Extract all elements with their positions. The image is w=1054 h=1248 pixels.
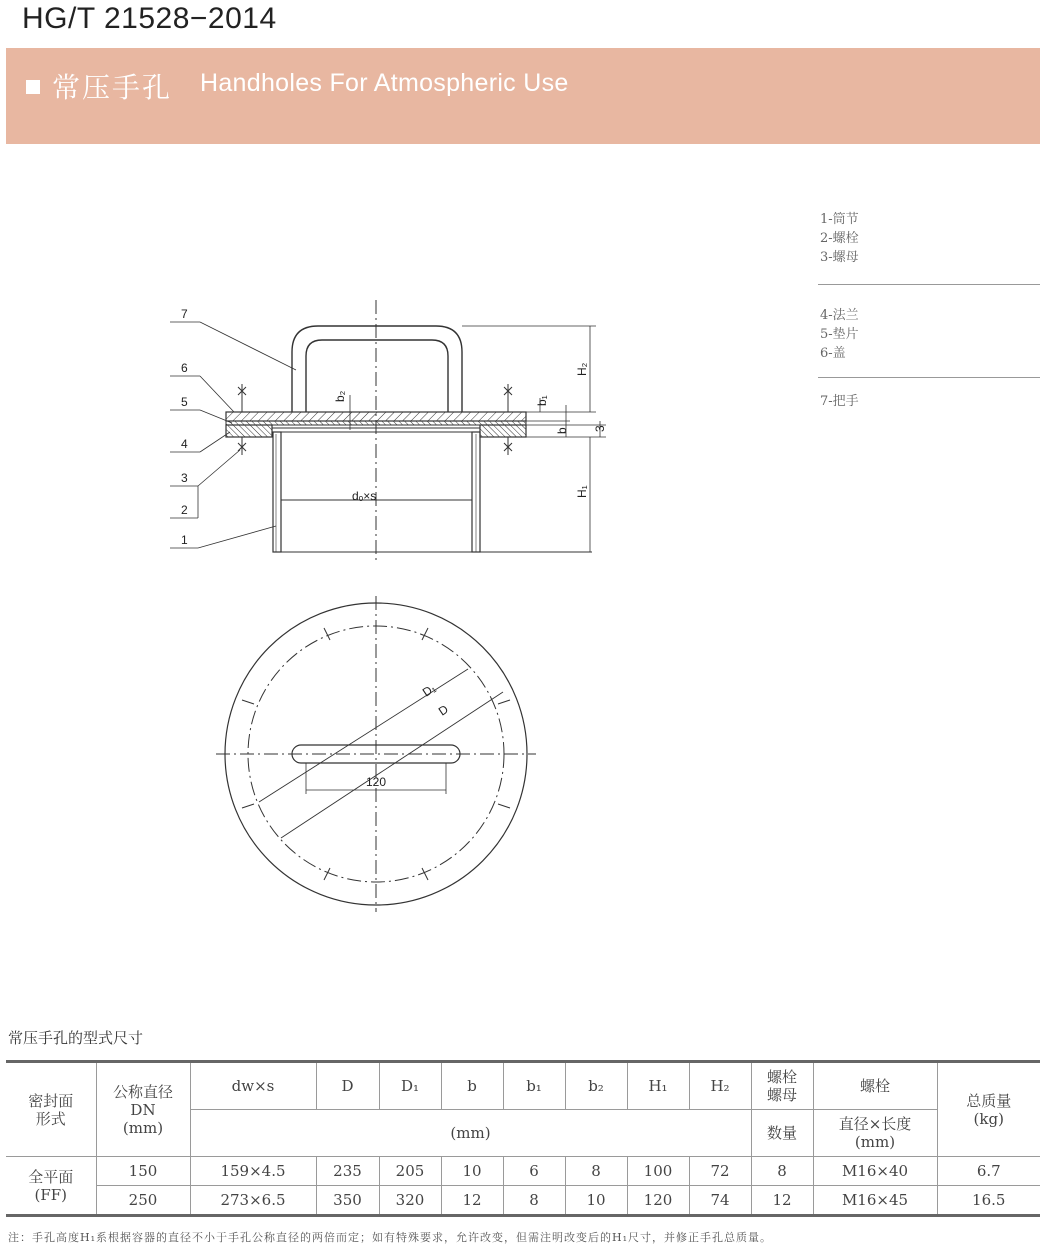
table-cell: 120 xyxy=(627,1186,689,1216)
title-chinese: 常压手孔 xyxy=(52,71,173,104)
plan-view xyxy=(216,596,536,912)
header-dw-s: dw×s xyxy=(190,1062,316,1110)
part-label-3: 3 xyxy=(181,471,188,485)
part-label-6: 6 xyxy=(181,361,188,375)
header-D1: D₁ xyxy=(379,1062,441,1110)
legend-item: 7-把手 xyxy=(820,394,859,409)
part-number-labels xyxy=(181,307,188,547)
table-cell: M16×45 xyxy=(813,1186,937,1216)
table-cell: 250 xyxy=(96,1186,190,1216)
header-dn: 公称直径 DN (mm) xyxy=(96,1062,190,1157)
table-cell: 159×4.5 xyxy=(190,1157,316,1186)
header-H1: H₁ xyxy=(627,1062,689,1110)
part-label-4: 4 xyxy=(181,437,188,451)
cell-seal-face: 全平面 (FF) xyxy=(6,1157,96,1216)
part-label-2: 2 xyxy=(181,503,188,517)
header-bolt: 螺栓 xyxy=(813,1062,937,1110)
header-b1: b₁ xyxy=(503,1062,565,1110)
header-b: b xyxy=(441,1062,503,1110)
footnote: 注：手孔高度H₁系根据容器的直径不小于手孔公称直径的两倍而定；如有特殊要求，允许改变，但需注明改变后的H₁尺寸，并修正手孔总质量。 xyxy=(8,1231,773,1244)
table-cell: 10 xyxy=(441,1157,503,1186)
table-cell: M16×40 xyxy=(813,1157,937,1186)
table-cell: 8 xyxy=(751,1157,813,1186)
title-english: Handholes For Atmospheric Use xyxy=(200,69,569,97)
b2-label: b₂ xyxy=(333,390,347,402)
table-cell: 12 xyxy=(441,1186,503,1216)
legend-item: 6-盖 xyxy=(820,346,846,361)
d-label: D xyxy=(435,702,451,719)
standard-code: HG/T 21528−2014 xyxy=(22,2,277,35)
table-cell: 100 xyxy=(627,1157,689,1186)
table-cell: 6.7 xyxy=(937,1157,1040,1186)
header-b2: b₂ xyxy=(565,1062,627,1110)
b-label: b xyxy=(555,427,569,434)
dim-3-label: 3 xyxy=(593,425,607,432)
dw-s-label: dₒ×s xyxy=(352,489,377,503)
dimension-labels xyxy=(333,362,607,503)
header-seal-face: 密封面 形式 xyxy=(6,1062,96,1157)
part-label-1: 1 xyxy=(181,533,188,547)
d1-label: D₁ xyxy=(419,680,439,700)
table-cell: 235 xyxy=(316,1157,379,1186)
header-mass: 总质量 (kg) xyxy=(937,1062,1040,1157)
table-cell: 320 xyxy=(379,1186,441,1216)
table-cell: 72 xyxy=(689,1157,751,1186)
part-label-7: 7 xyxy=(181,307,188,321)
table-row xyxy=(6,1186,1040,1216)
table-cell: 150 xyxy=(96,1157,190,1186)
section-view xyxy=(170,300,606,562)
legend-item: 5-垫片 xyxy=(820,327,859,342)
h2-label: H₂ xyxy=(575,362,589,376)
part-label-5: 5 xyxy=(181,395,188,409)
header-bolt-size: 直径×长度 (mm) xyxy=(813,1110,937,1157)
table-cell: 8 xyxy=(565,1157,627,1186)
table-cell: 74 xyxy=(689,1186,751,1216)
table-cell: 6 xyxy=(503,1157,565,1186)
header-H2: H₂ xyxy=(689,1062,751,1110)
table-cell: 8 xyxy=(503,1186,565,1216)
header-qty: 数量 xyxy=(751,1110,813,1157)
handle-length-label: 120 xyxy=(366,775,387,789)
legend-item: 4-法兰 xyxy=(820,308,859,323)
table-title: 常压手孔的型式尺寸 xyxy=(8,1029,144,1047)
table-row xyxy=(6,1157,1040,1186)
legend-item: 2-螺栓 xyxy=(820,231,859,246)
table-header-row xyxy=(6,1062,1040,1110)
h1-label: H₁ xyxy=(575,485,589,498)
header-bolt-nut: 螺栓 螺母 xyxy=(751,1062,813,1110)
table-cell: 10 xyxy=(565,1186,627,1216)
legend-item: 3-螺母 xyxy=(820,250,859,265)
header-D: D xyxy=(316,1062,379,1110)
table-cell: 12 xyxy=(751,1186,813,1216)
table-cell: 350 xyxy=(316,1186,379,1216)
b1-label: b₁ xyxy=(535,395,549,406)
table-cell: 273×6.5 xyxy=(190,1186,316,1216)
dimensions-table xyxy=(6,1060,1040,1217)
table-cell: 16.5 xyxy=(937,1186,1040,1216)
legend-item: 1-筒节 xyxy=(820,212,859,227)
header-mm-unit: (mm) xyxy=(190,1110,751,1157)
table-cell: 205 xyxy=(379,1157,441,1186)
